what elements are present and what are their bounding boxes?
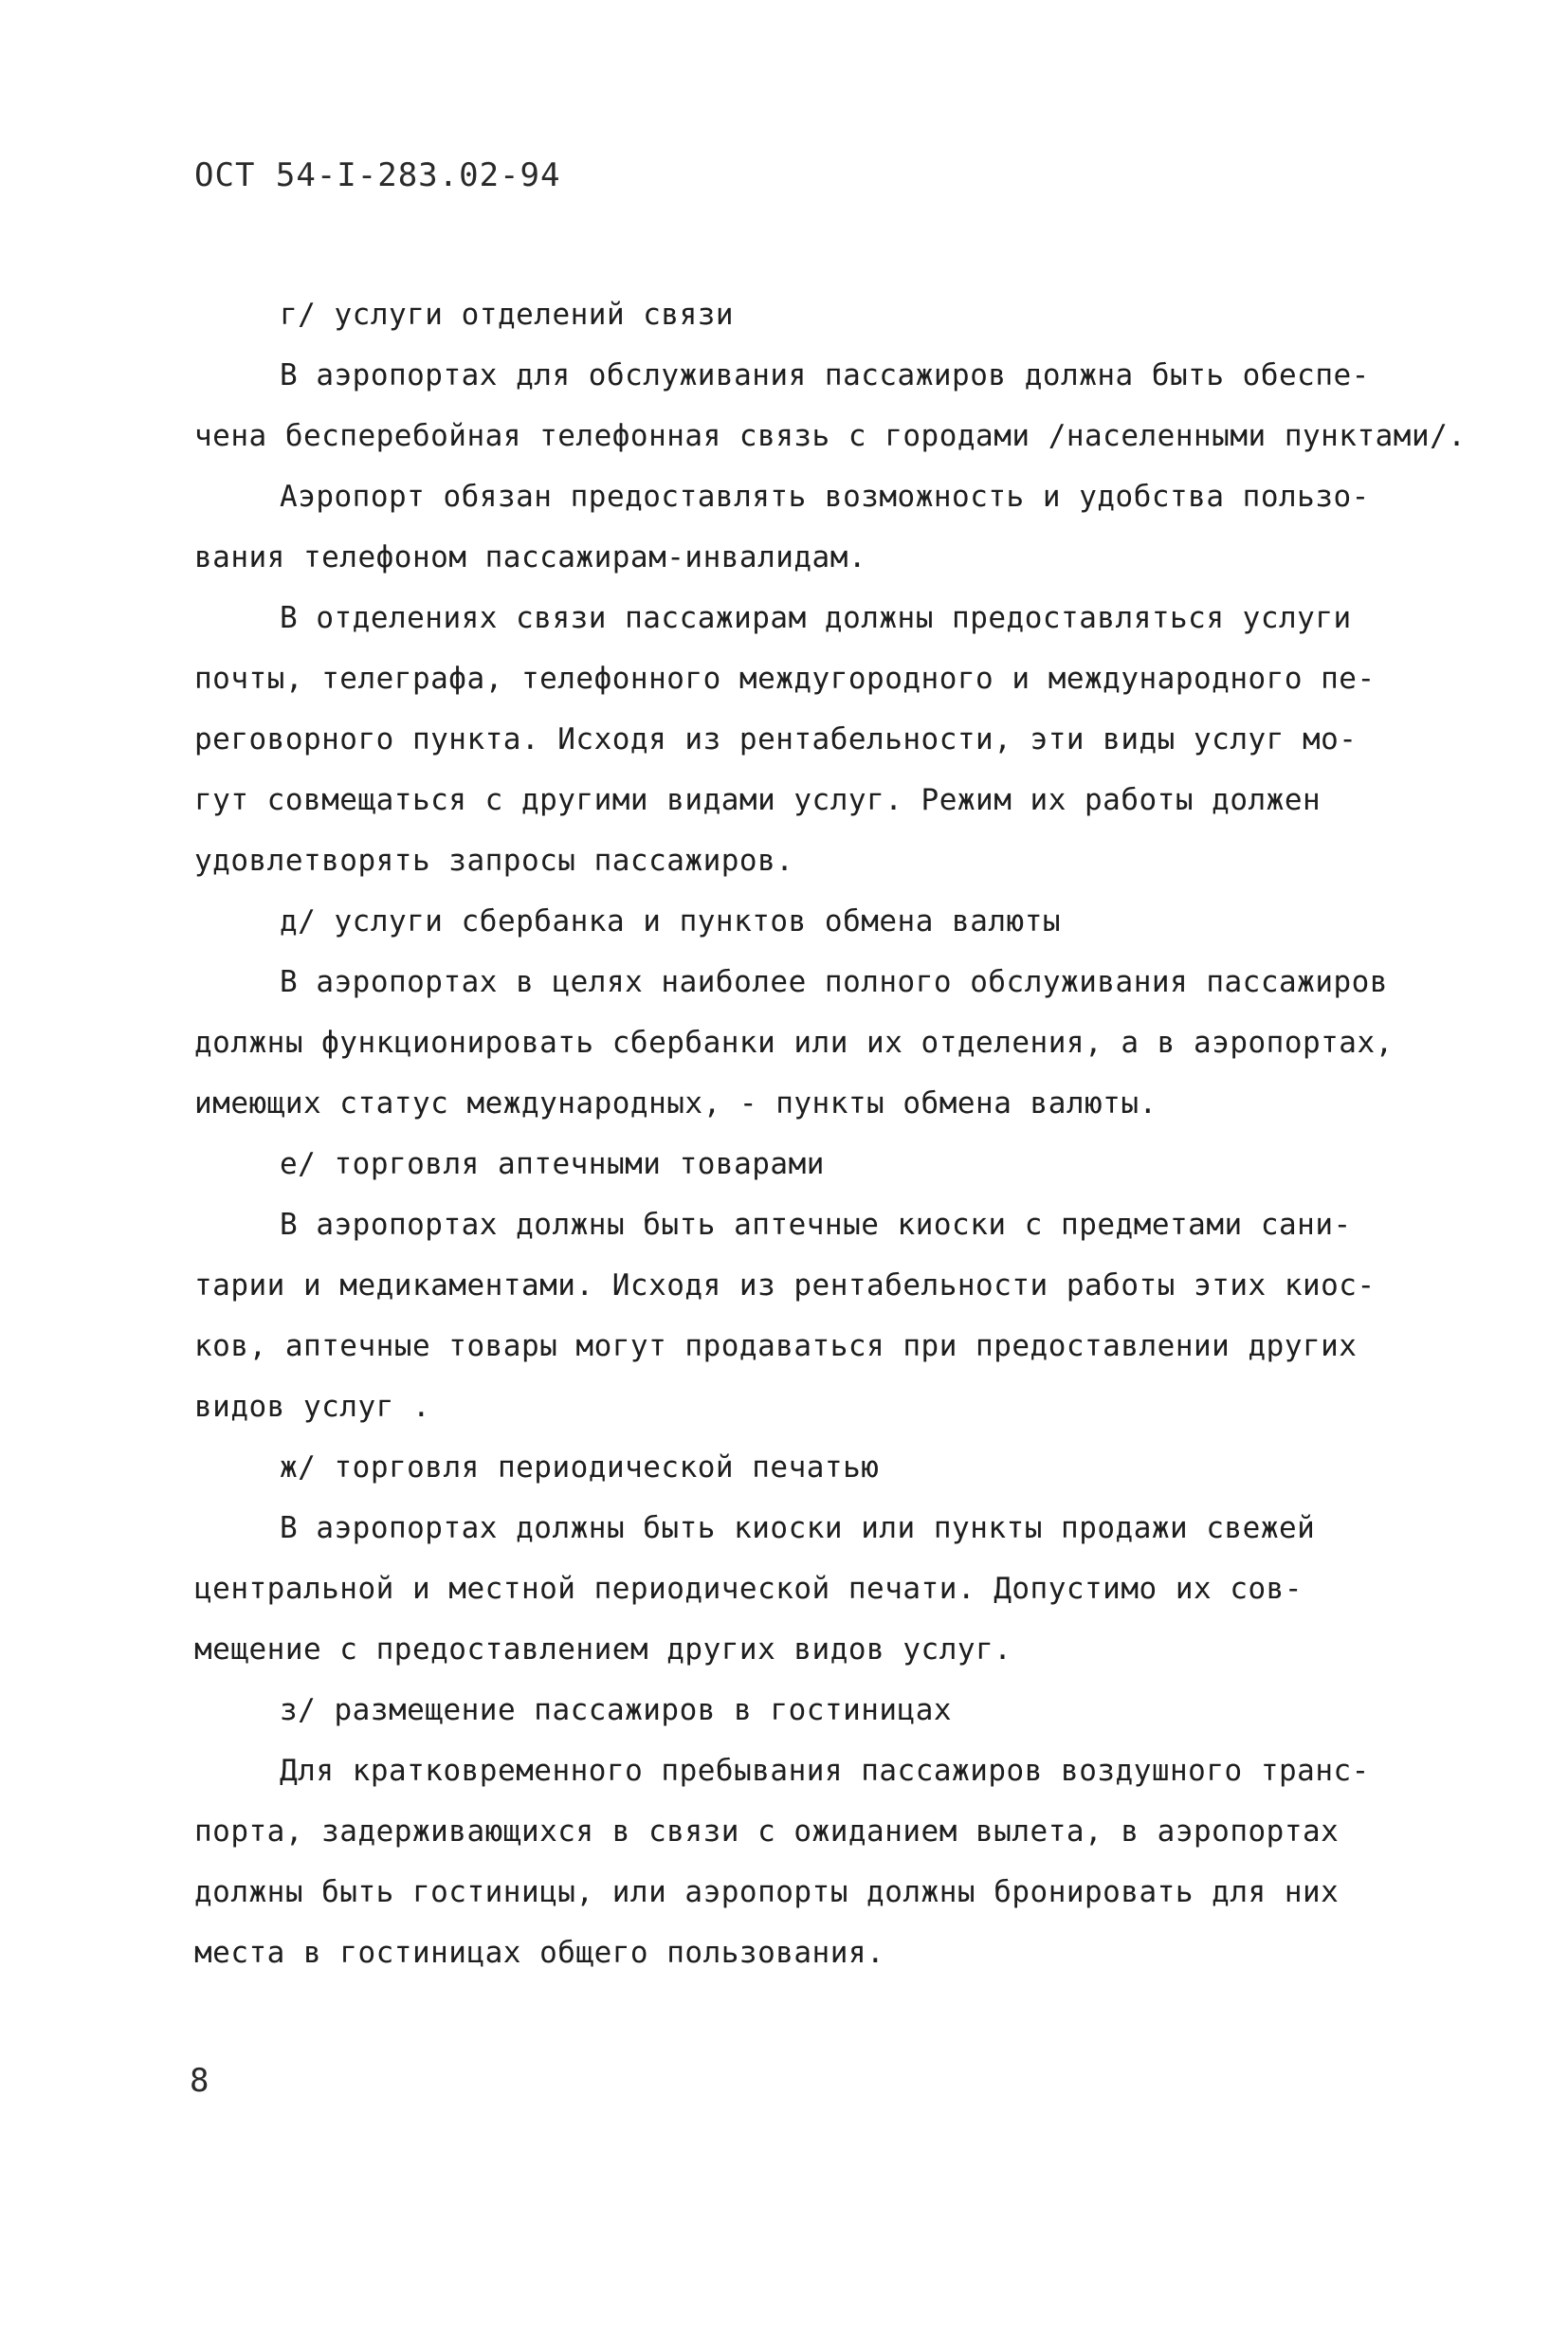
section-heading: д/ услуги сбербанка и пунктов обмена валюты [280, 904, 1062, 939]
page-number: 8 [190, 2062, 210, 2100]
text-line: чена бесперебойная телефонная связь с городами /населенными пунктами/. [194, 419, 1467, 453]
text-line: гут совмещаться с другими видами услуг. Режим их работы должен [194, 783, 1322, 817]
text-line: должны функционировать сбербанки или их отделения, а в аэропортах, [194, 1026, 1394, 1060]
text-line: В отделениях связи пассажирам должны предоставляться услуги [280, 601, 1352, 635]
text-line: места в гостиницах общего пользования. [194, 1936, 885, 1970]
text-line: В аэропортах должны быть аптечные киоски с предметами сани- [280, 1208, 1352, 1242]
text-line: должны быть гостиницы, или аэропорты должны бронировать для них [194, 1875, 1340, 1909]
text-line: центральной и местной периодической печати. Допустимо их сов- [194, 1572, 1303, 1606]
text-line: удовлетворять запросы пассажиров. [194, 844, 794, 878]
text-line: имеющих статус международных, - пункты обмена валюты. [194, 1086, 1158, 1121]
text-line: В аэропортах должны быть киоски или пункты продажи свежей [280, 1511, 1316, 1545]
text-line: видов услуг . [194, 1390, 431, 1424]
text-line: реговорного пункта. Исходя из рентабельности, эти виды услуг мо- [194, 722, 1358, 756]
section-heading: г/ услуги отделений связи [280, 298, 735, 332]
text-line: В аэропортах в целях наиболее полного обслуживания пассажиров [280, 965, 1388, 999]
text-line: ков, аптечные товары могут продаваться при предоставлении других [194, 1329, 1358, 1363]
text-line: тарии и медикаментами. Исходя из рентабельности работы этих киос- [194, 1268, 1376, 1303]
section-heading: е/ торговля аптечными товарами [280, 1147, 825, 1181]
section-heading: з/ размещение пассажиров в гостиницах [280, 1693, 953, 1727]
text-line: порта, задерживающихся в связи с ожиданием вылета, в аэропортах [194, 1814, 1340, 1849]
text-line: вания телефоном пассажирам-инвалидам. [194, 540, 867, 574]
text-line: В аэропортах для обслуживания пассажиров должна быть обеспе- [280, 358, 1370, 392]
text-line: Аэропорт обязан предоставлять возможность и удобства пользо- [280, 480, 1370, 514]
section-heading: ж/ торговля периодической печатью [280, 1450, 880, 1485]
text-line: мещение с предоставлением других видов услуг. [194, 1632, 1012, 1667]
document-body [194, 284, 1467, 1983]
text-line: почты, телеграфа, телефонного междугородного и международного пе- [194, 662, 1376, 696]
document-code: ОСТ 54-I-283.02-94 [194, 156, 561, 194]
text-line: Для кратковременного пребывания пассажиров воздушного транс- [280, 1754, 1370, 1788]
